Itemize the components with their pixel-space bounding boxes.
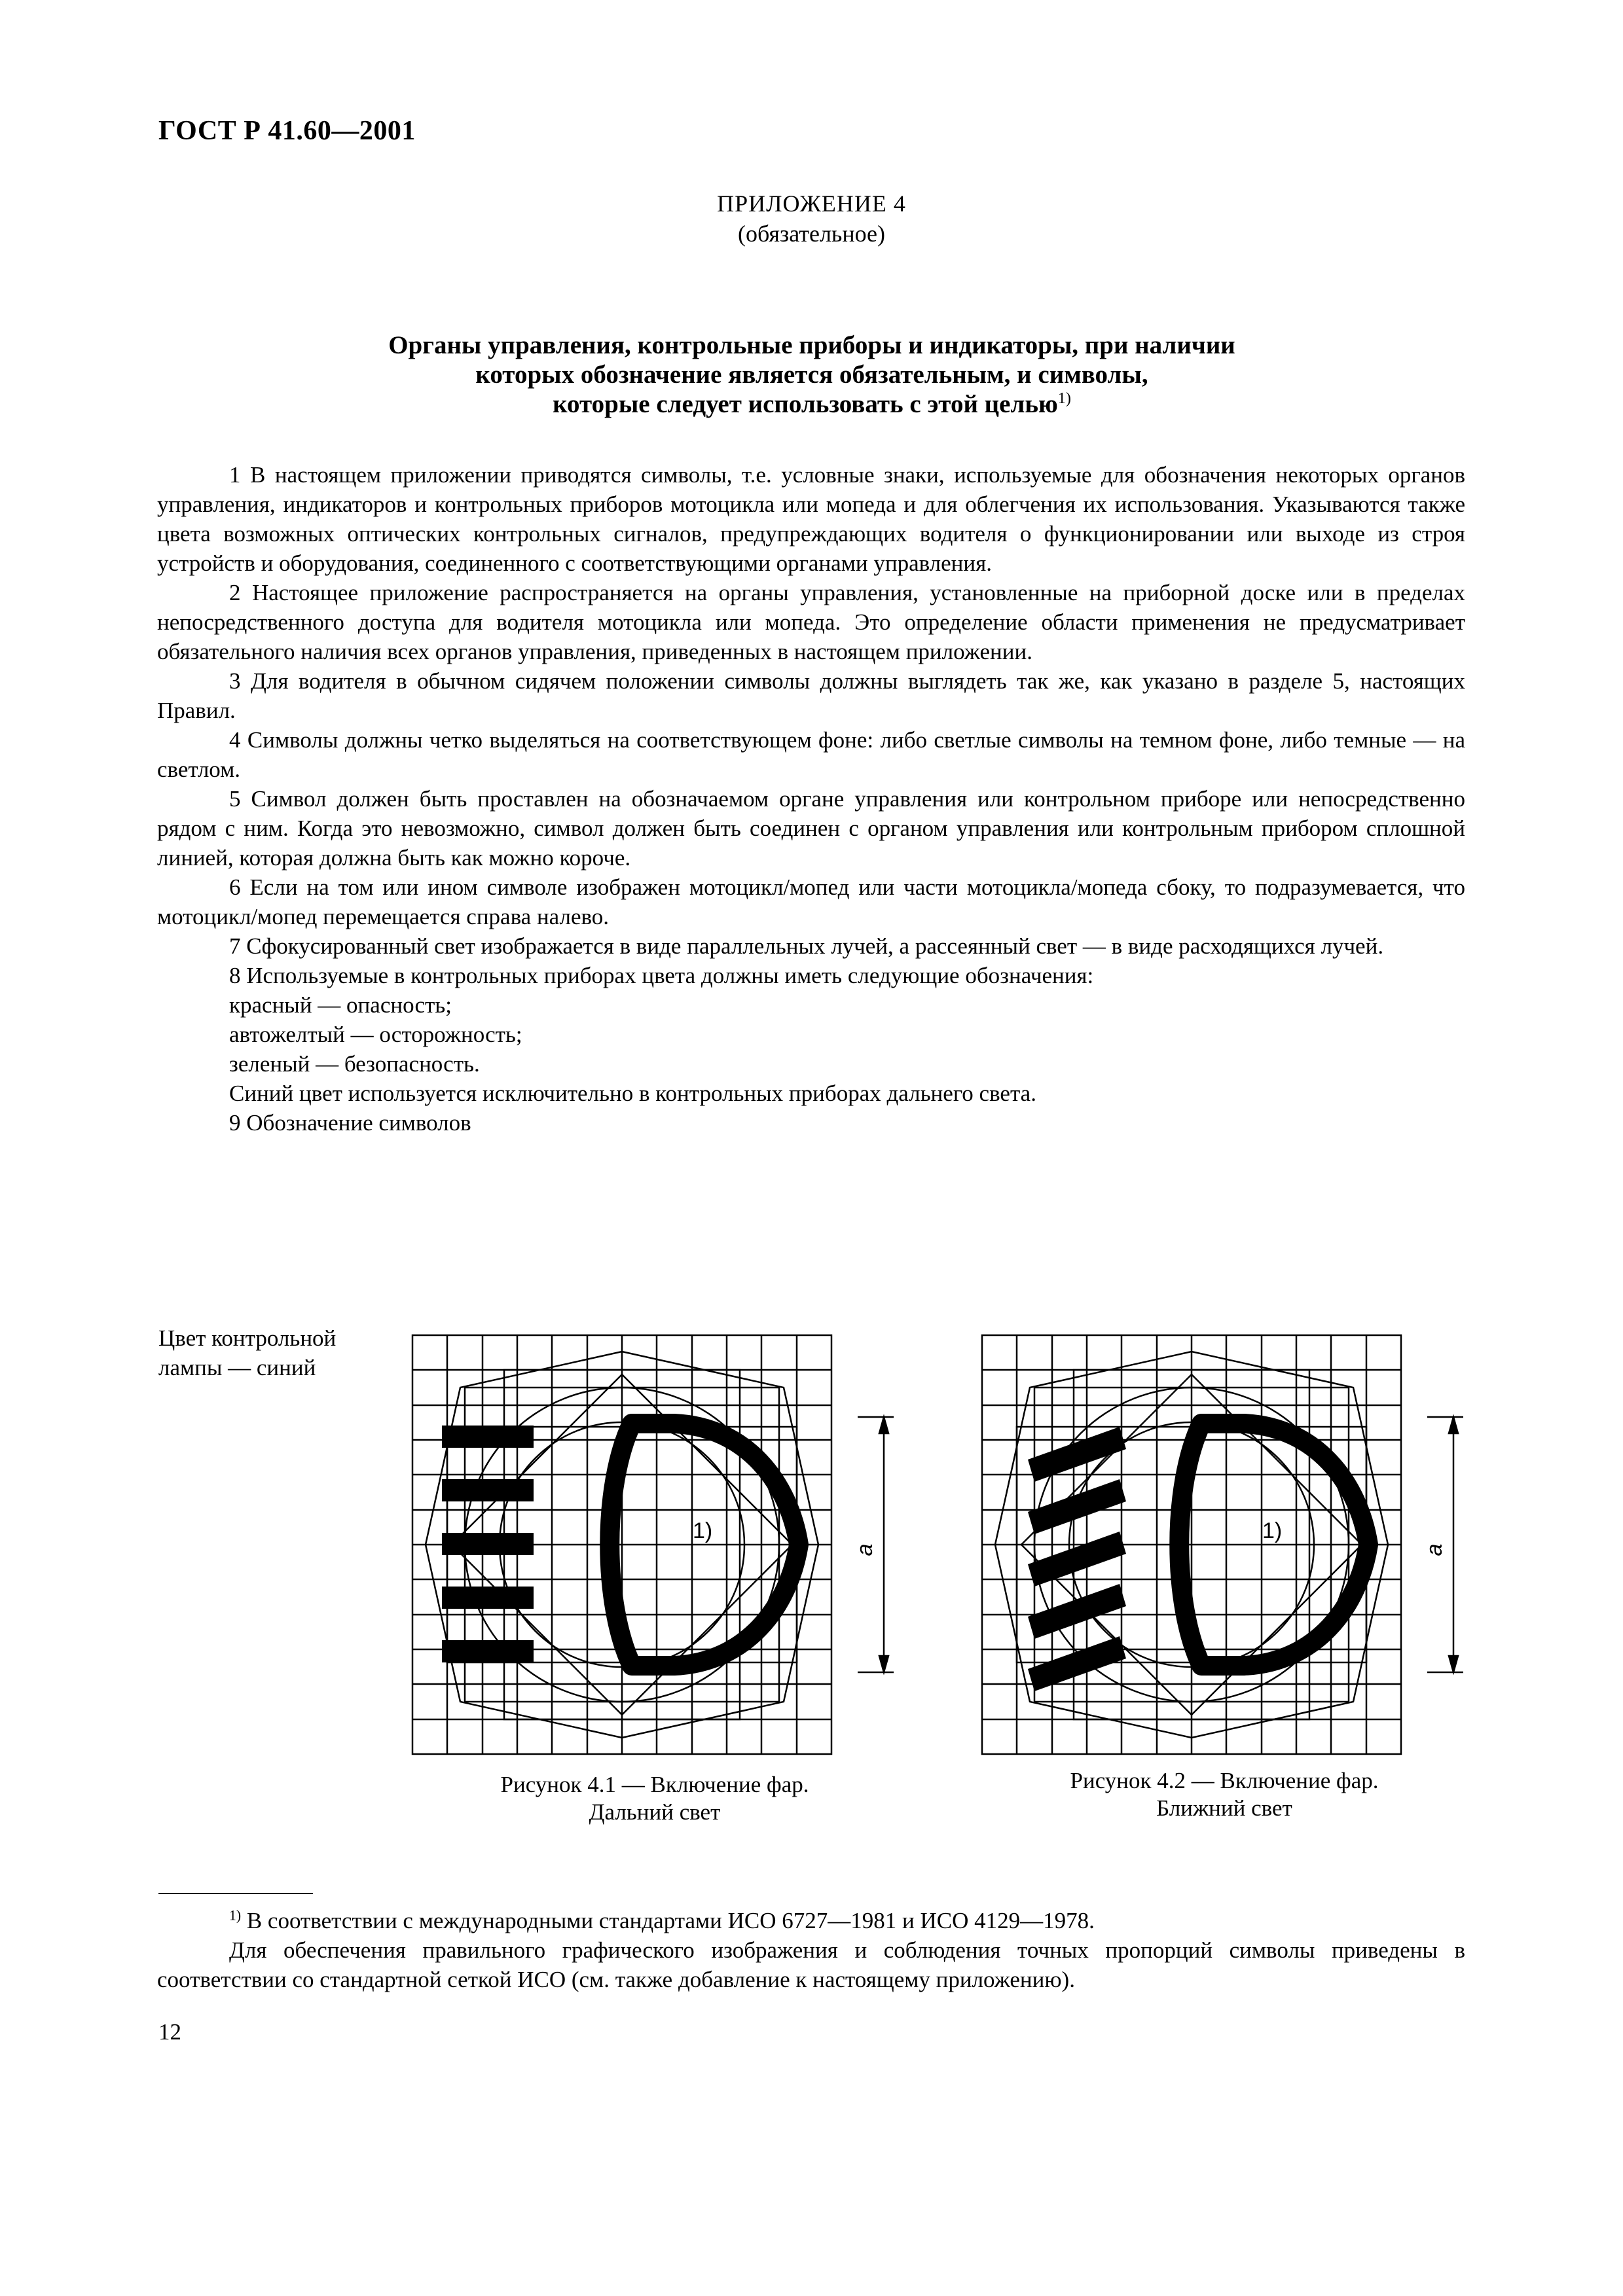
color-item-blue-note: Синий цвет используется исключительно в контрольных приборах дальнего света.	[229, 1081, 1036, 1106]
paragraph-3: 3 Для водителя в обычном сидячем положении символы должны выглядеть так же, как указано в разделе 5, настоящих Правил.	[157, 668, 1465, 723]
color-item-amber: автожелтый — осторожность;	[229, 1022, 522, 1047]
section-title-line-2: которых обозначение является обязательным, и символы,	[475, 361, 1148, 389]
footnotes	[157, 1906, 1465, 1994]
appendix-title: ПРИЛОЖЕНИЕ 4	[717, 190, 906, 217]
dimension-a-label: a	[852, 1543, 877, 1556]
body-text	[157, 460, 1465, 1138]
figure-4-2-caption-line-2: Ближний свет	[1156, 1795, 1292, 1821]
paragraph-8: 8 Используемые в контрольных приборах цвета должны иметь следующие обозначения:	[229, 963, 1094, 988]
footnote-separator	[158, 1893, 313, 1894]
paragraph-4: 4 Символы должны четко выделяться на соответствующем фоне: либо светлые символы на темном фоне, либо темные — на светлом.	[157, 727, 1465, 782]
paragraph-9: 9 Обозначение символов	[229, 1110, 471, 1136]
dimension-a-label: a	[1422, 1543, 1447, 1556]
paragraph-1: 1 В настоящем приложении приводятся символы, т.е. условные знаки, используемые для обозначения некоторых органов управления, индикаторов и контрольных приборов мотоцикла или мопеда и для облегчения их использования. Указываются также цвета возможных оптических контрольных сигналов, предупреждающих водителя о функционировании или выходе из строя устройств и оборудования, соединенного с соответствующими органами управления.	[157, 462, 1465, 576]
figure-4-1-caption	[419, 1771, 890, 1826]
headlamp-low-beam-icon	[1028, 1424, 1368, 1691]
figure-4-1-caption-line-1: Рисунок 4.1 — Включение фар.	[500, 1772, 809, 1797]
footnote-mark: 1)	[229, 1907, 242, 1924]
paragraph-7: 7 Сфокусированный свет изображается в виде параллельных лучей, а рассеянный свет — в виде расходящихся лучей.	[229, 933, 1384, 959]
footnote-2: Для обеспечения правильного графического изображения и соблюдения точных пропорций символы приведены в соответствии со стандартной сеткой ИСО (см. также добавление к настоящему приложению).	[157, 1937, 1465, 1992]
figure-4-2-caption	[989, 1767, 1460, 1822]
figure-1-marker: 1)	[693, 1518, 713, 1543]
paragraph-2: 2 Настоящее приложение распространяется на органы управления, установленные на приборной доске или в пределах непосредственного доступа для водителя мотоцикла или мопеда. Это определение области применения не предусматривает обязательного наличия всех органов управления, приведенных в настоящем приложении.	[157, 580, 1465, 664]
iso-grid	[982, 1335, 1401, 1754]
figure-low-beam	[976, 1329, 1499, 1767]
paragraph-6: 6 Если на том или ином символе изображен мотоцикл/мопед или части мотоцикла/мопеда сбоку, то подразумевается, что мотоцикл/мопед перемещается справа налево.	[157, 874, 1465, 929]
figure-4-2-caption-line-1: Рисунок 4.2 — Включение фар.	[1070, 1768, 1379, 1793]
lamp-color-note	[158, 1323, 336, 1382]
appendix-subtitle: (обязательное)	[738, 221, 885, 247]
figure-2-marker: 1)	[1262, 1518, 1283, 1543]
footnote-1	[157, 1906, 1465, 1935]
color-item-green: зеленый — безопасность.	[229, 1051, 480, 1077]
footnote-1-text: В соответствии с международными стандартами ИСО 6727—1981 и ИСО 4129—1978.	[246, 1908, 1095, 1933]
figure-4-1-caption-line-2: Дальний свет	[589, 1799, 721, 1825]
figure-high-beam	[406, 1329, 930, 1767]
lamp-color-note-line-2: лампы — синий	[158, 1355, 316, 1380]
footnote-reference: 1)	[1057, 389, 1071, 407]
color-item-red: красный — опасность;	[229, 992, 452, 1018]
paragraph-5: 5 Символ должен быть проставлен на обозначаемом органе управления или контрольном приборе или непосредственно рядом с ним. Когда это невозможно, символ должен быть соединен с органом управления или контрольным прибором сплошной линией, которая должна быть как можно короче.	[157, 786, 1465, 870]
document-code: ГОСТ Р 41.60—2001	[158, 116, 416, 146]
section-title-line-3	[210, 389, 1414, 419]
section-title-line-3-text: которые следует использовать с этой целью	[553, 390, 1058, 418]
page-number: 12	[158, 2019, 181, 2045]
section-title-line-1: Органы управления, контрольные приборы и индикаторы, при наличии	[388, 331, 1235, 359]
lamp-color-note-line-1: Цвет контрольной	[158, 1325, 337, 1351]
section-title	[210, 331, 1414, 419]
